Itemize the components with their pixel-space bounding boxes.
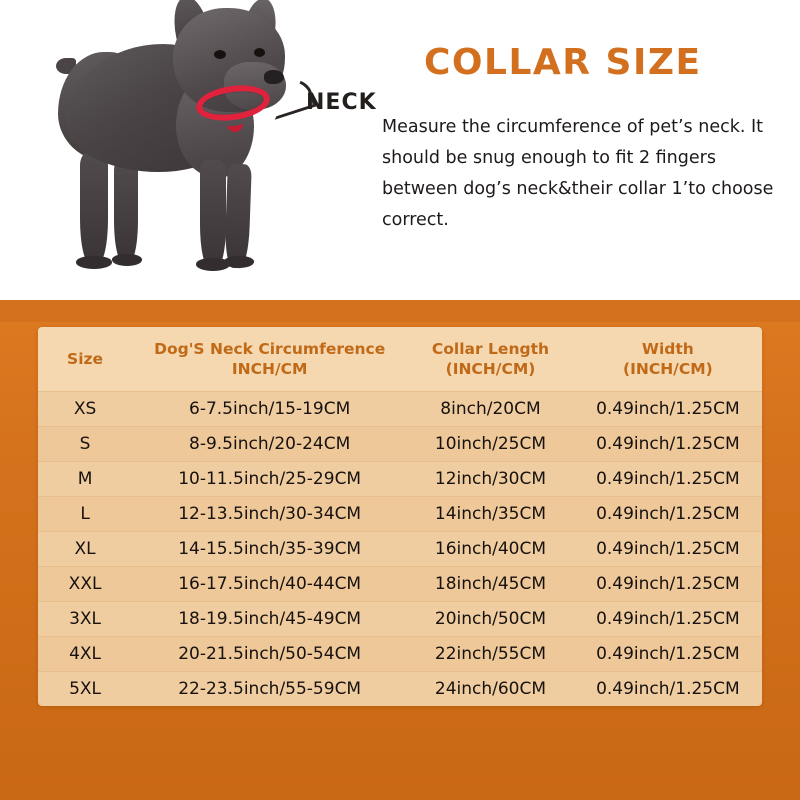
cell-size: L	[38, 497, 132, 532]
cell-length: 22inch/55CM	[407, 637, 574, 672]
header-section	[0, 0, 800, 300]
table-row	[38, 672, 762, 707]
cell-neck: 12-13.5inch/30-34CM	[132, 497, 407, 532]
cell-neck: 6-7.5inch/15-19CM	[132, 392, 407, 427]
cell-size: 3XL	[38, 602, 132, 637]
table-row	[38, 637, 762, 672]
cell-length: 24inch/60CM	[407, 672, 574, 707]
cell-size: S	[38, 427, 132, 462]
dog-eye-left	[214, 50, 226, 59]
column-header-length-line1: Collar Length	[431, 340, 550, 358]
cell-width: 0.49inch/1.25CM	[574, 602, 762, 637]
dog-front-right-leg	[224, 164, 252, 269]
column-header-size-line1: Size	[67, 350, 104, 368]
cell-size: XS	[38, 392, 132, 427]
dog-back-left-leg	[80, 152, 108, 264]
table-row	[38, 427, 762, 462]
table-row	[38, 462, 762, 497]
table-row	[38, 497, 762, 532]
table-row	[38, 567, 762, 602]
dog-front-left-leg	[200, 160, 226, 268]
cell-length: 12inch/30CM	[407, 462, 574, 497]
dog-eye-right	[254, 48, 265, 57]
dog-illustration	[28, 0, 377, 285]
cell-width: 0.49inch/1.25CM	[574, 672, 762, 707]
column-header-length-line2: (INCH/CM)	[445, 360, 536, 378]
cell-size: XL	[38, 532, 132, 567]
dog-paw-back-left	[76, 256, 112, 269]
column-header-size	[38, 327, 132, 392]
cell-width: 0.49inch/1.25CM	[574, 497, 762, 532]
cell-length: 8inch/20CM	[407, 392, 574, 427]
cell-neck: 14-15.5inch/35-39CM	[132, 532, 407, 567]
cell-size: XXL	[38, 567, 132, 602]
table-row	[38, 602, 762, 637]
cell-length: 16inch/40CM	[407, 532, 574, 567]
table-row	[38, 532, 762, 567]
dog-back-right-leg	[114, 158, 138, 262]
page-title: COLLAR SIZE	[424, 42, 702, 83]
cell-size: 5XL	[38, 672, 132, 707]
table-head	[38, 327, 762, 392]
dog-paw-front-right	[224, 256, 254, 268]
column-header-neck-line2: INCH/CM	[231, 360, 308, 378]
cell-size: M	[38, 462, 132, 497]
column-header-neck-line1: Dog'S Neck Circumference	[154, 340, 386, 358]
cell-length: 20inch/50CM	[407, 602, 574, 637]
cell-width: 0.49inch/1.25CM	[574, 392, 762, 427]
column-header-width	[574, 327, 762, 392]
column-header-neck	[132, 327, 407, 392]
cell-width: 0.49inch/1.25CM	[574, 567, 762, 602]
cell-neck: 8-9.5inch/20-24CM	[132, 427, 407, 462]
table-body	[38, 392, 762, 707]
size-chart-card	[38, 327, 762, 706]
column-header-length	[407, 327, 574, 392]
cell-neck: 10-11.5inch/25-29CM	[132, 462, 407, 497]
instruction-text: Measure the circumference of pet’s neck. It should be snug enough to fit 2 fingers between dog’s neck&their collar 1’to choose correct.	[382, 117, 774, 230]
column-header-width-line1: Width	[641, 340, 694, 358]
cell-length: 18inch/45CM	[407, 567, 574, 602]
cell-neck: 16-17.5inch/40-44CM	[132, 567, 407, 602]
cell-neck: 20-21.5inch/50-54CM	[132, 637, 407, 672]
column-header-width-line2: (INCH/CM)	[623, 360, 713, 378]
cell-neck: 18-19.5inch/45-49CM	[132, 602, 407, 637]
size-chart-table	[38, 327, 762, 706]
cell-neck: 22-23.5inch/55-59CM	[132, 672, 407, 707]
neck-label: NECK	[306, 90, 377, 115]
cell-width: 0.49inch/1.25CM	[574, 637, 762, 672]
cell-size: 4XL	[38, 637, 132, 672]
cell-length: 14inch/35CM	[407, 497, 574, 532]
cell-width: 0.49inch/1.25CM	[574, 427, 762, 462]
table-header-row	[38, 327, 762, 392]
table-row	[38, 392, 762, 427]
dog-paw-back-right	[112, 254, 142, 266]
cell-width: 0.49inch/1.25CM	[574, 532, 762, 567]
cell-width: 0.49inch/1.25CM	[574, 462, 762, 497]
cell-length: 10inch/25CM	[407, 427, 574, 462]
